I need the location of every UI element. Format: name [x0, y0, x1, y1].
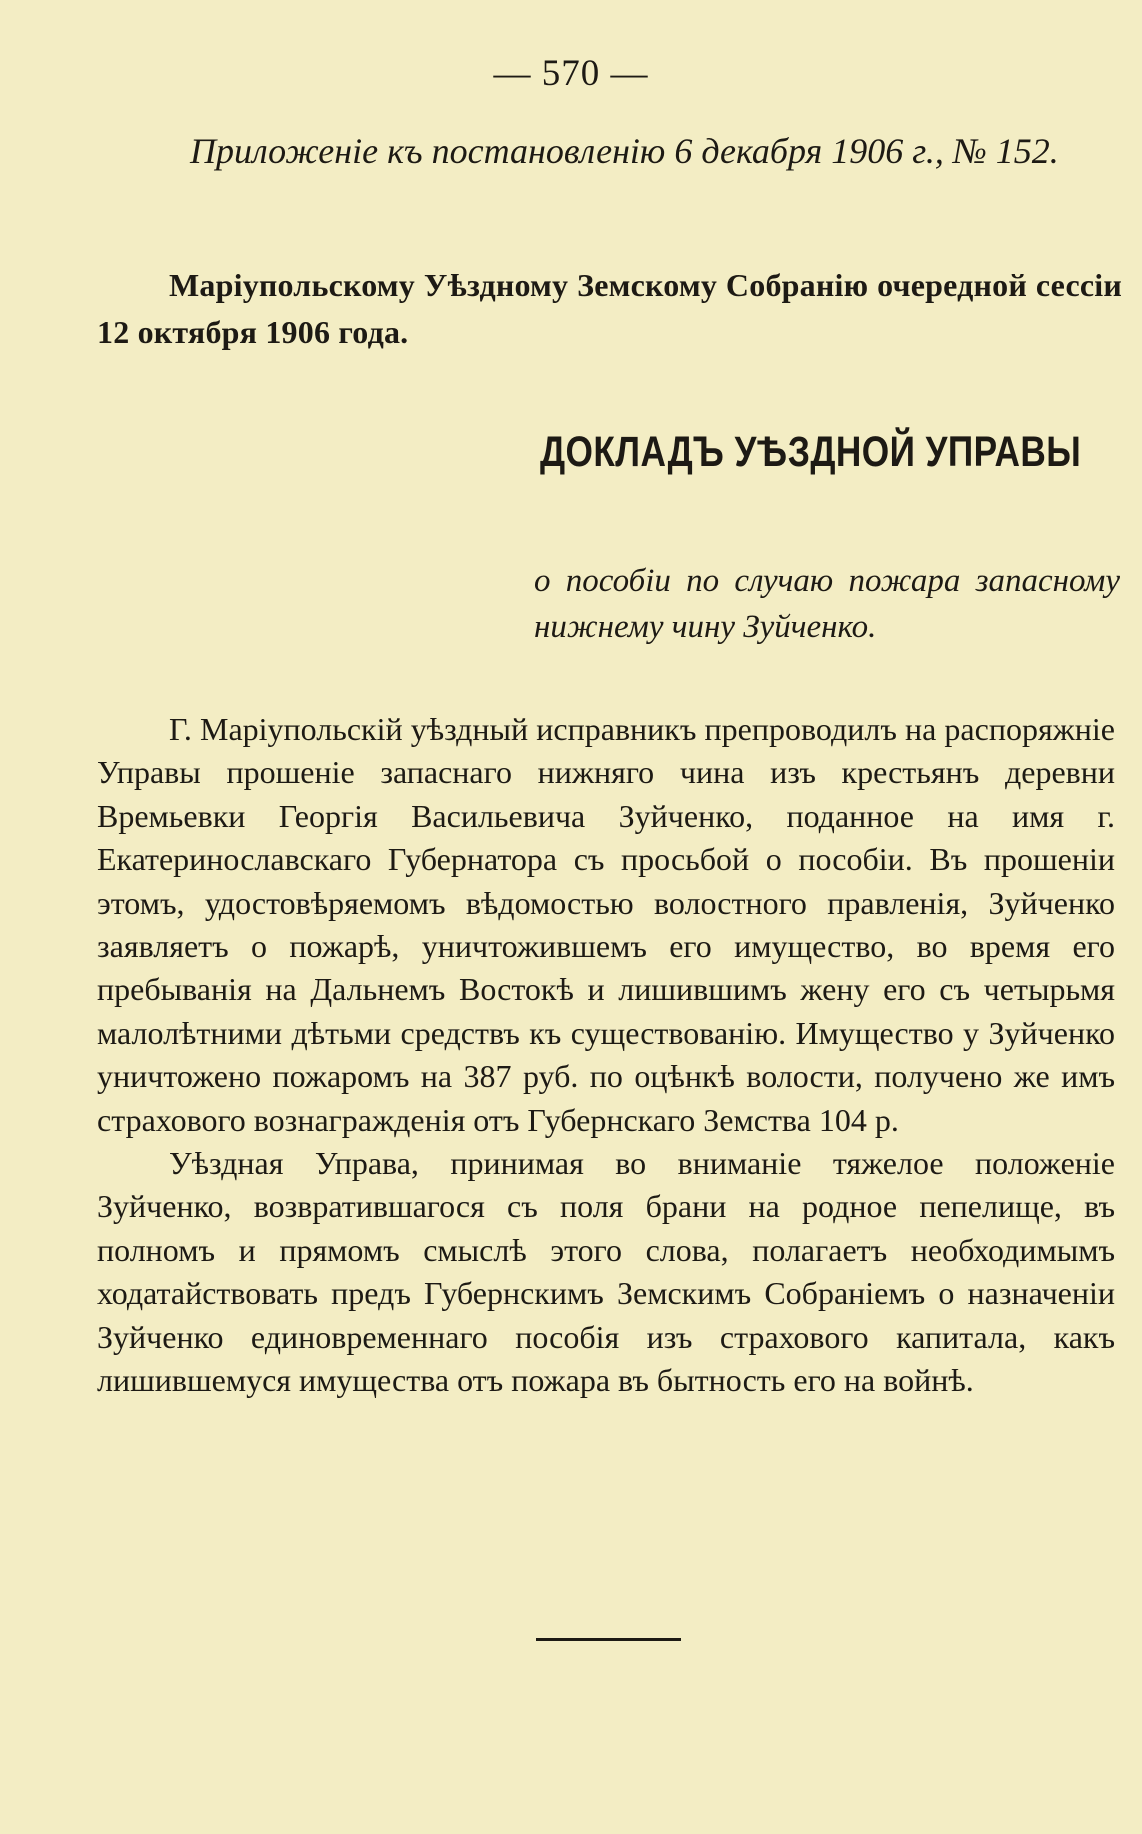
body-paragraph-1: Г. Маріупольскій уѣздный исправникъ препроводилъ на распоряжніе Управы прошеніе запаснаго нижняго чина изъ крестьянъ деревни Времьевки Георгія Васильевича Зуйченко, поданное на имя г. Екатеринославскаго Губернатора съ просьбой о пособіи. Въ прошеніи этомъ, удостовѣряемомъ вѣдомостью волостного правленія, Зуйченко заявляетъ о пожарѣ, уничтожившемъ его имущество, во время его пребыванія на Дальнемъ Востокѣ и лишившимъ жену его съ четырьмя малолѣтними дѣтьми средствъ къ существованію. Имущество у Зуйченко уничтожено пожаромъ на 387 руб. по оцѣнкѣ волости, получено же имъ страхового вознагражденія отъ Губернскаго Земства 104 р.	[97, 711, 1115, 1138]
appendix-reference: Приложеніе къ постановленію 6 декабря 1906 г., № 152.	[190, 131, 1059, 171]
report-body	[97, 708, 1115, 1403]
closing-divider	[536, 1638, 681, 1641]
report-title: ДОКЛАДЪ УѢЗДНОЙ УПРАВЫ	[540, 428, 1082, 476]
body-paragraph-2: Уѣздная Управа, принимая во вниманіе тяжелое положеніе Зуйченко, возвратившагося съ поля брани на родное пепелище, въ полномъ и прямомъ смыслѣ этого слова, полагаетъ необходимымъ ходатайствовать предъ Губернскимъ Земскимъ Собраніемъ о назначеніи Зуйченко единовременнаго пособія изъ страхового капитала, какъ лишившемуся имущества отъ пожара въ бытность его на войнѣ.	[97, 1145, 1115, 1399]
addressee-heading: Маріупольскому Уѣздному Земскому Собранію очередной сессіи 12 октября 1906 года.	[97, 267, 1122, 350]
report-subtitle: о пособіи по случаю пожара запасному нижнему чину Зуйченко.	[534, 563, 1120, 645]
page-number: — 570 —	[493, 53, 649, 94]
